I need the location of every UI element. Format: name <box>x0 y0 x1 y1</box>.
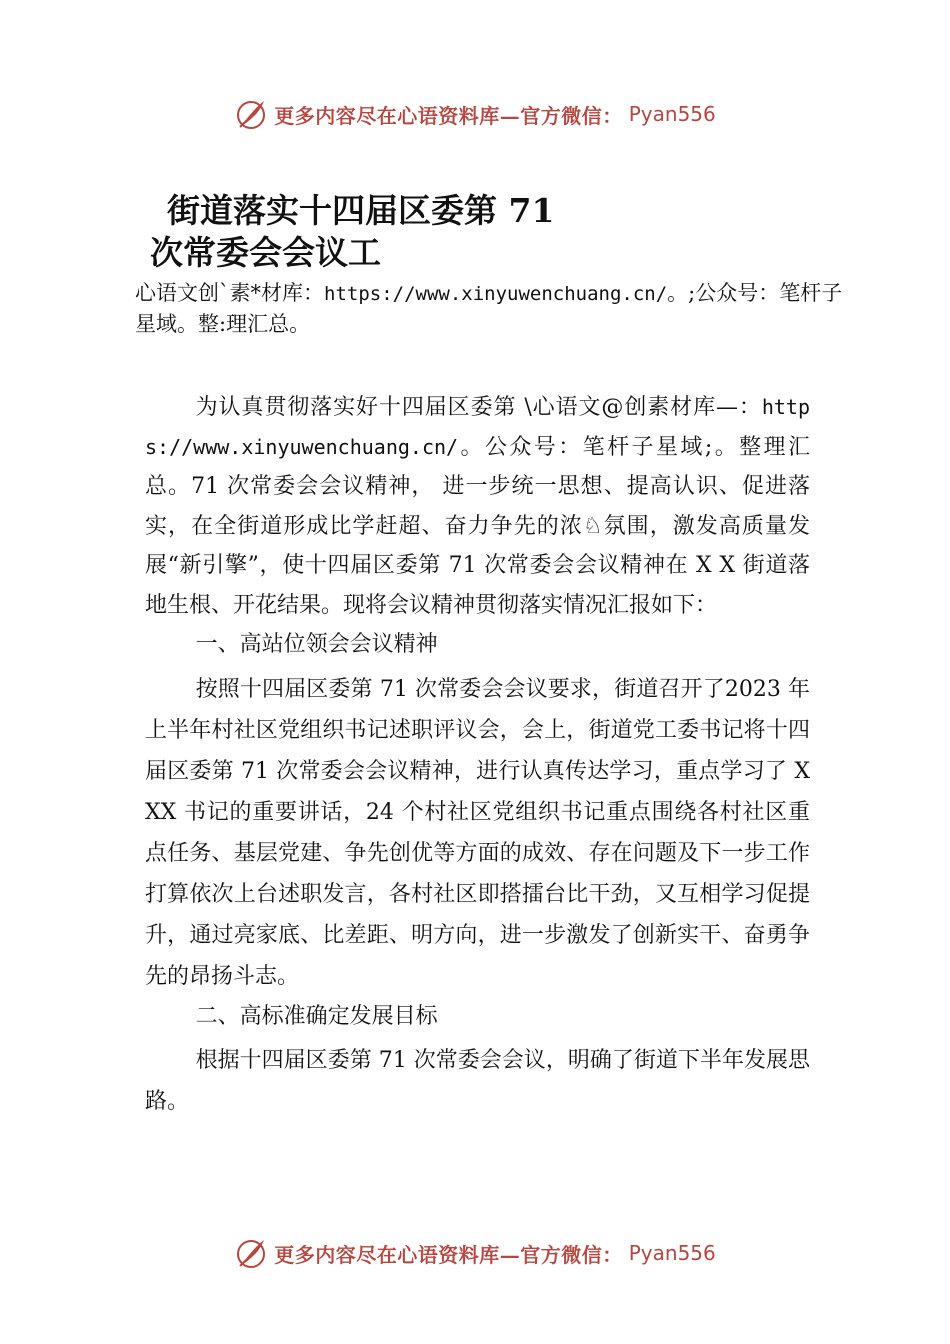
source-note <box>135 278 855 339</box>
document-title <box>145 190 665 274</box>
source-prefix: 心语文创`素*材库： <box>135 281 324 305</box>
footer-banner-text: 更多内容尽在心语资料库—官方微信： <box>274 1242 623 1267</box>
section-heading-1: 一、高站位领会会议精神 <box>195 632 438 657</box>
source-url: https://www.xinyuwenchuang.cn/ <box>324 283 668 305</box>
quill-logo-icon <box>234 1236 268 1270</box>
header-banner <box>0 94 950 134</box>
paragraph-3: 根据十四届区委第 71 次常委会会议，明确了街道下半年发展思路。 <box>145 1048 810 1114</box>
footer-banner <box>0 1233 950 1273</box>
title-line-2: 次常委会会议工 <box>150 233 381 272</box>
quill-logo-icon <box>234 97 268 131</box>
document-body <box>145 388 810 1122</box>
paragraph-1 <box>145 388 810 625</box>
paragraph-1-url: https://www.xinyuwenchuang.cn/ <box>145 395 810 459</box>
paragraph-2: 按照十四届区委第 71 次常委会会议要求，街道召开了2023 年上半年村社区党组织书记述职评议会，会上，街道党工委书记将十四届区委第 71 次常委会会议精神，进行认真传达学习，重点学习了 XXX 书记的重要讲话，24 个村社区党组织书记重点围绕各村社区重点任务、基层党建、争先创优等方面的成效、存在问题及下一步工作打算依次上台述职发言，各村社区即搭擂台比干劲，又互相学习促提升，通过亮家底、比差距、明方向，进一步激发了创新实干、奋勇争先的昂扬斗志。 <box>145 676 810 989</box>
title-line-1: 街道落实十四届区委第 71 <box>167 191 555 230</box>
paragraph-1-rest: 。公众号：笔杆子星域;。整理汇总。71 次常委会会议精神， 进一步统一思想、提高认识、促进落实，在全街道形成比学赶超、奋力争先的浓♘氛围，激发高质量发展“新引擎”，使十四届区委第 71 次常委会会议精神在 X X 街道落地生根、开花结果。现将会议精神贯彻落实情况汇报如下： <box>145 434 810 618</box>
paragraph-1-start: 为认真贯彻落实好十四届区委第 \心语文@创素材库—： <box>195 395 762 420</box>
footer-banner-wechat-id: Pyan556 <box>628 1241 716 1265</box>
source-suffix: 。;公众号：笔杆子星域。整:理汇总。 <box>135 281 843 336</box>
section-heading-2: 二、高标准确定发展目标 <box>195 1003 438 1029</box>
banner-text: 更多内容尽在心语资料库—官方微信： <box>274 103 623 128</box>
banner-wechat-id: Pyan556 <box>628 102 716 126</box>
